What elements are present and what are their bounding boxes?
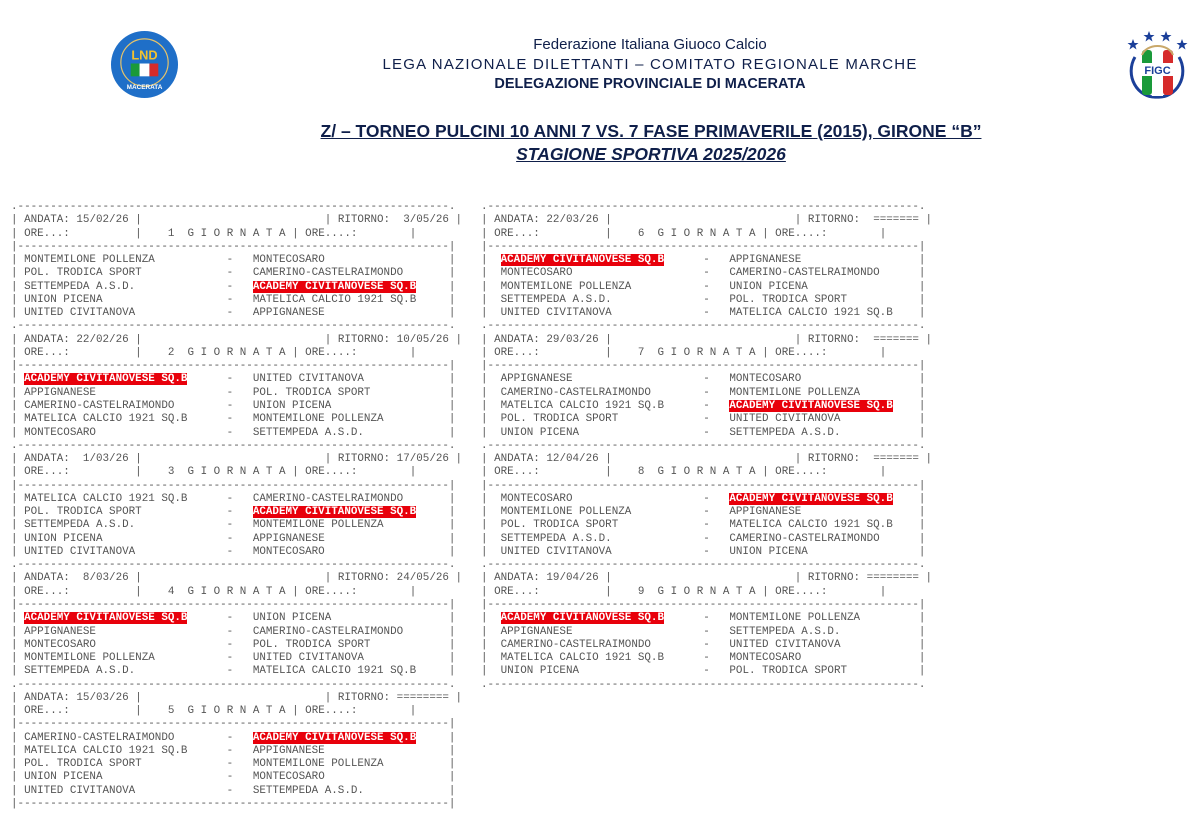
giornata-label: G I O R N A T A — [187, 346, 286, 359]
away-team: MONTECOSARO — [252, 254, 325, 267]
round-block-1 — [11, 201, 462, 334]
away-team: POL. TRODICA SPORT — [252, 386, 371, 399]
home-team: APPIGNANESE — [500, 373, 573, 386]
home-team: ACADEMY CIVITANOVESE SQ.B — [500, 612, 664, 625]
home-team: MONTECOSARO — [500, 492, 573, 505]
ore-label: ORE....: — [305, 585, 358, 598]
andata-label: ANDATA: — [494, 333, 540, 346]
andata-label: ANDATA: — [24, 691, 70, 704]
block-separator: |------------------------------------------------------------------| — [11, 360, 456, 373]
away-team: CAMERINO-CASTELRAIMONDO — [729, 532, 880, 545]
ore-label: ORE...: — [494, 227, 540, 240]
round-number: 8 — [637, 466, 645, 479]
ore-label: ORE....: — [305, 227, 358, 240]
match-row: | UNION PICENA - SETTEMPEDA A.S.D. | — [481, 426, 926, 439]
home-team: SETTEMPEDA A.S.D. — [24, 665, 136, 678]
home-team: UNITED CIVITANOVA — [24, 545, 136, 558]
home-team: POL. TRODICA SPORT — [24, 506, 142, 519]
ritorno-label: RITORNO: — [337, 333, 391, 346]
delegation-name: DELEGAZIONE PROVINCIALE DI MACERATA — [494, 76, 806, 92]
ore-label: ORE....: — [305, 466, 358, 479]
ritorno-label: RITORNO: — [337, 691, 391, 704]
match-row: | CAMERINO-CASTELRAIMONDO - ACADEMY CIVITANOVESE SQ.B | — [11, 731, 456, 744]
match-row: | ACADEMY CIVITANOVESE SQ.B - MONTEMILONE POLLENZA | — [481, 612, 926, 625]
match-row: | MONTEMILONE POLLENZA - UNION PICENA | — [481, 280, 926, 293]
round-dates-row: | ANDATA: 12/04/26 | | RITORNO: ======= | — [481, 453, 933, 466]
away-team: SETTEMPEDA A.S.D. — [729, 625, 841, 638]
away-team: POL. TRODICA SPORT — [729, 665, 848, 678]
away-team: UNITED CIVITANOVA — [729, 638, 841, 651]
match-row: | SETTEMPEDA A.S.D. - CAMERINO-CASTELRAIMONDO | — [481, 532, 926, 545]
round-dates-row: | ANDATA: 22/03/26 | | RITORNO: ======= | — [481, 214, 933, 227]
match-row: | UNITED CIVITANOVA - UNION PICENA | — [481, 545, 926, 558]
block-bottom-border: .------------------------------------------------------------------. — [481, 439, 926, 452]
home-team: UNION PICENA — [24, 293, 103, 306]
match-row: | UNION PICENA - APPIGNANESE | — [11, 532, 456, 545]
home-team: MONTECOSARO — [24, 638, 96, 651]
block-bottom-border: .------------------------------------------------------------------. — [11, 320, 456, 333]
block-separator: |------------------------------------------------------------------| — [11, 598, 456, 611]
ritorno-date: ======= — [866, 214, 919, 227]
match-row: | UNION PICENA - POL. TRODICA SPORT | — [481, 665, 926, 678]
round-dates-row: | ANDATA: 15/02/26 | | RITORNO: 3/05/26 | — [11, 214, 463, 227]
ore-label: ORE....: — [775, 346, 828, 359]
away-team: MONTEMILONE POLLENZA — [252, 413, 384, 426]
home-team: MATELICA CALCIO 1921 SQ.B — [500, 399, 664, 412]
home-team: POL. TRODICA SPORT — [500, 413, 619, 426]
round-block-4 — [11, 572, 462, 691]
home-team: CAMERINO-CASTELRAIMONDO — [500, 638, 651, 651]
ritorno-date: 24/05/26 — [396, 572, 449, 585]
ritorno-label: RITORNO: — [337, 572, 391, 585]
match-row: | APPIGNANESE - MONTECOSARO | — [481, 373, 926, 386]
home-team: CAMERINO-CASTELRAIMONDO — [500, 386, 651, 399]
block-bottom-border: .------------------------------------------------------------------. — [11, 439, 456, 452]
away-team: MONTEMILONE POLLENZA — [252, 519, 384, 532]
block-separator: |------------------------------------------------------------------| — [11, 718, 456, 731]
round-block-2 — [11, 334, 462, 453]
away-team: CAMERINO-CASTELRAIMONDO — [252, 492, 404, 505]
match-row: | UNITED CIVITANOVA - SETTEMPEDA A.S.D. | — [11, 784, 456, 797]
block-separator: |------------------------------------------------------------------| — [481, 479, 926, 492]
ritorno-date: 3/05/26 — [396, 214, 449, 227]
away-team: SETTEMPEDA A.S.D. — [252, 426, 364, 439]
match-row: | APPIGNANESE - POL. TRODICA SPORT | — [11, 386, 456, 399]
block-bottom-border: .------------------------------------------------------------------. — [11, 559, 456, 572]
round-title-row: | ORE...: | 8 G I O R N A T A | ORE....: | — [481, 466, 887, 479]
giornata-label: G I O R N A T A — [657, 346, 756, 359]
ore-label: ORE....: — [305, 705, 358, 718]
round-dates-row: | ANDATA: 29/03/26 | | RITORNO: ======= | — [481, 333, 933, 346]
home-team: POL. TRODICA SPORT — [500, 519, 619, 532]
andata-label: ANDATA: — [24, 572, 70, 585]
away-team: POL. TRODICA SPORT — [252, 638, 371, 651]
ritorno-date: 17/05/26 — [396, 453, 449, 466]
match-row: | CAMERINO-CASTELRAIMONDO - UNION PICENA | — [11, 399, 456, 412]
away-team: UNION PICENA — [729, 545, 808, 558]
ore-label: ORE....: — [305, 346, 358, 359]
andata-label: ANDATA: — [24, 453, 70, 466]
match-row: | MATELICA CALCIO 1921 SQ.B - MONTECOSARO | — [481, 652, 926, 665]
away-team: MONTECOSARO — [252, 545, 325, 558]
round-block-6 — [481, 201, 932, 334]
andata-date: 15/02/26 — [76, 214, 129, 227]
match-row: | MONTECOSARO - POL. TRODICA SPORT | — [11, 638, 456, 651]
round-title-row: | ORE...: | 3 G I O R N A T A | ORE....: | — [11, 466, 417, 479]
home-team: UNITED CIVITANOVA — [500, 545, 612, 558]
round-title-row: | ORE...: | 9 G I O R N A T A | ORE....: | — [481, 585, 887, 598]
round-dates-row: | ANDATA: 22/02/26 | | RITORNO: 10/05/26 | — [11, 333, 463, 346]
ore-label: ORE...: — [494, 346, 540, 359]
ritorno-label: RITORNO: — [337, 214, 391, 227]
home-team: MONTECOSARO — [500, 267, 573, 280]
giornata-label: G I O R N A T A — [187, 585, 286, 598]
ritorno-date: ======== — [866, 572, 919, 585]
block-separator: |------------------------------------------------------------------| — [481, 240, 926, 253]
match-row: | UNION PICENA - MONTECOSARO | — [11, 771, 456, 784]
home-team: ACADEMY CIVITANOVESE SQ.B — [500, 254, 664, 267]
away-team: MATELICA CALCIO 1921 SQ.B — [729, 519, 893, 532]
andata-date: 22/03/26 — [546, 214, 599, 227]
home-team: UNION PICENA — [500, 426, 580, 439]
giornata-label: G I O R N A T A — [657, 585, 756, 598]
round-number: 1 — [167, 227, 175, 240]
match-row: | MONTECOSARO - ACADEMY CIVITANOVESE SQ.B | — [481, 492, 926, 505]
block-bottom-border: .------------------------------------------------------------------. — [11, 678, 456, 691]
ore-label: ORE...: — [24, 705, 70, 718]
match-row: | MONTEMILONE POLLENZA - UNITED CIVITANOVA | — [11, 652, 456, 665]
match-row: | POL. TRODICA SPORT - MONTEMILONE POLLENZA | — [11, 758, 456, 771]
match-row: | POL. TRODICA SPORT - CAMERINO-CASTELRAIMONDO | — [11, 267, 456, 280]
match-row: | MATELICA CALCIO 1921 SQ.B - ACADEMY CIVITANOVESE SQ.B | — [481, 399, 926, 412]
ritorno-date: 10/05/26 — [396, 333, 449, 346]
andata-date: 19/04/26 — [546, 572, 599, 585]
league-name: LEGA NAZIONALE DILETTANTI – COMITATO REGIONALE MARCHE — [382, 56, 918, 73]
match-row: | MATELICA CALCIO 1921 SQ.B - MONTEMILONE POLLENZA | — [11, 413, 456, 426]
home-team: SETTEMPEDA A.S.D. — [24, 519, 136, 532]
away-team: SETTEMPEDA A.S.D. — [252, 784, 364, 797]
match-row: | POL. TRODICA SPORT - MATELICA CALCIO 1921 SQ.B | — [481, 519, 926, 532]
home-team: UNION PICENA — [500, 665, 580, 678]
away-team: UNION PICENA — [729, 280, 808, 293]
match-row: | MATELICA CALCIO 1921 SQ.B - CAMERINO-CASTELRAIMONDO | — [11, 492, 456, 505]
block-top-border: .------------------------------------------------------------------. — [481, 201, 926, 213]
home-team: MONTECOSARO — [24, 426, 96, 439]
ritorno-label: RITORNO: — [807, 333, 861, 346]
home-team: MATELICA CALCIO 1921 SQ.B — [24, 413, 188, 426]
block-bottom-border: |------------------------------------------------------------------| — [11, 797, 456, 810]
away-team: MONTEMILONE POLLENZA — [729, 612, 861, 625]
round-block-9 — [481, 572, 932, 691]
match-row: | UNITED CIVITANOVA - APPIGNANESE | — [11, 307, 456, 320]
ore-label: ORE...: — [24, 346, 70, 359]
round-block-3 — [11, 453, 462, 572]
giornata-label: G I O R N A T A — [187, 227, 286, 240]
andata-date: 8/03/26 — [76, 572, 129, 585]
away-team: UNITED CIVITANOVA — [252, 652, 364, 665]
away-team: APPIGNANESE — [729, 506, 802, 519]
home-team: POL. TRODICA SPORT — [24, 758, 142, 771]
home-team: MATELICA CALCIO 1921 SQ.B — [24, 492, 188, 505]
federation-name: Federazione Italiana Giuoco Calcio — [533, 36, 767, 53]
ritorno-date: ======== — [396, 691, 449, 704]
andata-date: 12/04/26 — [546, 453, 599, 466]
away-team: MATELICA CALCIO 1921 SQ.B — [252, 665, 417, 678]
home-team: UNITED CIVITANOVA — [500, 307, 612, 320]
block-separator: |------------------------------------------------------------------| — [11, 479, 456, 492]
round-title-row: | ORE...: | 6 G I O R N A T A | ORE....: | — [481, 227, 887, 240]
round-dates-row: | ANDATA: 19/04/26 | | RITORNO: ======== | — [481, 572, 933, 585]
andata-label: ANDATA: — [24, 214, 70, 227]
giornata-label: G I O R N A T A — [657, 227, 756, 240]
match-row: | POL. TRODICA SPORT - ACADEMY CIVITANOVESE SQ.B | — [11, 506, 456, 519]
rounds-column-left — [11, 201, 462, 811]
round-block-5 — [11, 692, 462, 811]
away-team: APPIGNANESE — [252, 744, 325, 757]
home-team: UNION PICENA — [24, 532, 103, 545]
andata-date: 1/03/26 — [76, 453, 129, 466]
ore-label: ORE...: — [494, 585, 540, 598]
match-row: | MONTECOSARO - CAMERINO-CASTELRAIMONDO | — [481, 267, 926, 280]
round-title-row: | ORE...: | 2 G I O R N A T A | ORE....: | — [11, 346, 417, 359]
match-row: | ACADEMY CIVITANOVESE SQ.B - UNION PICENA | — [11, 612, 456, 625]
away-team: MONTECOSARO — [252, 771, 325, 784]
home-team: ACADEMY CIVITANOVESE SQ.B — [24, 373, 188, 386]
home-team: UNITED CIVITANOVA — [24, 784, 136, 797]
away-team: ACADEMY CIVITANOVESE SQ.B — [252, 506, 417, 519]
away-team: UNION PICENA — [252, 399, 332, 412]
match-row: | ACADEMY CIVITANOVESE SQ.B - UNITED CIVITANOVA | — [11, 373, 456, 386]
match-row: | MONTECOSARO - SETTEMPEDA A.S.D. | — [11, 426, 456, 439]
block-separator: |------------------------------------------------------------------| — [11, 240, 456, 253]
away-team: ACADEMY CIVITANOVESE SQ.B — [729, 399, 893, 412]
home-team: MONTEMILONE POLLENZA — [24, 652, 155, 665]
away-team: UNITED CIVITANOVA — [252, 373, 364, 386]
home-team: SETTEMPEDA A.S.D. — [500, 293, 612, 306]
home-team: SETTEMPEDA A.S.D. — [24, 280, 136, 293]
ritorno-label: RITORNO: — [807, 214, 861, 227]
match-row: | SETTEMPEDA A.S.D. - MONTEMILONE POLLENZA | — [11, 519, 456, 532]
home-team: CAMERINO-CASTELRAIMONDO — [24, 399, 175, 412]
away-team: MONTECOSARO — [729, 652, 802, 665]
away-team: MONTEMILONE POLLENZA — [252, 758, 384, 771]
home-team: UNITED CIVITANOVA — [24, 307, 136, 320]
ore-label: ORE....: — [775, 227, 828, 240]
ritorno-label: RITORNO: — [807, 453, 861, 466]
ore-label: ORE...: — [24, 585, 70, 598]
match-row: | MONTEMILONE POLLENZA - MONTECOSARO | — [11, 254, 456, 267]
ritorno-date: ======= — [866, 333, 919, 346]
away-team: ACADEMY CIVITANOVESE SQ.B — [252, 280, 417, 293]
away-team: CAMERINO-CASTELRAIMONDO — [729, 267, 880, 280]
round-number: 2 — [167, 346, 175, 359]
round-dates-row: | ANDATA: 8/03/26 | | RITORNO: 24/05/26 | — [11, 572, 463, 585]
round-block-7 — [481, 334, 932, 453]
svg-text:LND: LND — [131, 47, 158, 63]
tournament-title: Z/ – TORNEO PULCINI 10 ANNI 7 VS. 7 FASE PRIMAVERILE (2015), GIRONE “B” — [320, 121, 982, 141]
ritorno-date: ======= — [866, 453, 919, 466]
match-row: | SETTEMPEDA A.S.D. - MATELICA CALCIO 1921 SQ.B | — [11, 665, 456, 678]
match-row: | UNITED CIVITANOVA - MONTECOSARO | — [11, 545, 456, 558]
rounds-column-right — [481, 201, 932, 692]
away-team: MATELICA CALCIO 1921 SQ.B — [729, 307, 893, 320]
giornata-label: G I O R N A T A — [187, 705, 286, 718]
match-row: | APPIGNANESE - CAMERINO-CASTELRAIMONDO | — [11, 625, 456, 638]
home-team: MONTEMILONE POLLENZA — [500, 506, 632, 519]
home-team: ACADEMY CIVITANOVESE SQ.B — [24, 612, 188, 625]
ore-label: ORE...: — [24, 466, 70, 479]
match-row: | SETTEMPEDA A.S.D. - POL. TRODICA SPORT | — [481, 293, 926, 306]
round-number: 9 — [637, 585, 645, 598]
home-team: MATELICA CALCIO 1921 SQ.B — [24, 744, 188, 757]
ore-label: ORE....: — [775, 585, 828, 598]
round-title-row: | ORE...: | 7 G I O R N A T A | ORE....: | — [481, 346, 887, 359]
match-row: | MATELICA CALCIO 1921 SQ.B - APPIGNANESE | — [11, 744, 456, 757]
away-team: ACADEMY CIVITANOVESE SQ.B — [252, 731, 417, 744]
home-team: POL. TRODICA SPORT — [24, 267, 142, 280]
block-top-border: .------------------------------------------------------------------. — [11, 201, 456, 213]
round-number: 6 — [637, 227, 645, 240]
away-team: APPIGNANESE — [729, 254, 802, 267]
match-row: | ACADEMY CIVITANOVESE SQ.B - APPIGNANESE | — [481, 254, 926, 267]
round-title-row: | ORE...: | 5 G I O R N A T A | ORE....: | — [11, 705, 417, 718]
home-team: UNION PICENA — [24, 771, 103, 784]
figc-logo-text: FIGC — [1144, 65, 1171, 77]
home-team: APPIGNANESE — [24, 625, 96, 638]
home-team: APPIGNANESE — [24, 386, 96, 399]
home-team: CAMERINO-CASTELRAIMONDO — [24, 731, 175, 744]
away-team: SETTEMPEDA A.S.D. — [729, 426, 841, 439]
match-row: | POL. TRODICA SPORT - UNITED CIVITANOVA | — [481, 413, 926, 426]
round-block-8 — [481, 453, 932, 572]
ore-label: ORE....: — [775, 466, 828, 479]
round-title-row: | ORE...: | 1 G I O R N A T A | ORE....: | — [11, 227, 417, 240]
block-bottom-border: .------------------------------------------------------------------. — [481, 678, 926, 691]
round-dates-row: | ANDATA: 1/03/26 | | RITORNO: 17/05/26 | — [11, 453, 463, 466]
round-number: 7 — [637, 346, 645, 359]
away-team: ACADEMY CIVITANOVESE SQ.B — [729, 492, 893, 505]
andata-label: ANDATA: — [494, 453, 540, 466]
match-row: | APPIGNANESE - SETTEMPEDA A.S.D. | — [481, 625, 926, 638]
svg-text:MACERATA: MACERATA — [126, 84, 163, 92]
away-team: CAMERINO-CASTELRAIMONDO — [252, 625, 404, 638]
match-row: | UNITED CIVITANOVA - MATELICA CALCIO 1921 SQ.B | — [481, 307, 926, 320]
ore-label: ORE...: — [494, 466, 540, 479]
match-row: | MONTEMILONE POLLENZA - APPIGNANESE | — [481, 506, 926, 519]
home-team: SETTEMPEDA A.S.D. — [500, 532, 612, 545]
andata-date: 15/03/26 — [76, 691, 129, 704]
home-team: MONTEMILONE POLLENZA — [24, 254, 155, 267]
giornata-label: G I O R N A T A — [657, 466, 756, 479]
away-team: UNITED CIVITANOVA — [729, 413, 841, 426]
round-title-row: | ORE...: | 4 G I O R N A T A | ORE....: | — [11, 585, 417, 598]
match-row: | CAMERINO-CASTELRAIMONDO - UNITED CIVITANOVA | — [481, 638, 926, 651]
block-separator: |------------------------------------------------------------------| — [481, 360, 926, 373]
away-team: CAMERINO-CASTELRAIMONDO — [252, 267, 404, 280]
andata-label: ANDATA: — [24, 333, 70, 346]
ritorno-label: RITORNO: — [807, 572, 861, 585]
andata-label: ANDATA: — [494, 214, 540, 227]
season-title: STAGIONE SPORTIVA 2025/2026 — [516, 144, 786, 164]
andata-date: 22/02/26 — [76, 333, 129, 346]
round-number: 5 — [167, 705, 175, 718]
away-team: MATELICA CALCIO 1921 SQ.B — [252, 293, 417, 306]
andata-label: ANDATA: — [494, 572, 540, 585]
away-team: APPIGNANESE — [252, 532, 325, 545]
block-bottom-border: .------------------------------------------------------------------. — [481, 320, 926, 333]
home-team: MATELICA CALCIO 1921 SQ.B — [500, 652, 664, 665]
away-team: MONTECOSARO — [729, 373, 802, 386]
round-number: 3 — [167, 466, 175, 479]
block-separator: |------------------------------------------------------------------| — [481, 598, 926, 611]
match-row: | CAMERINO-CASTELRAIMONDO - MONTEMILONE POLLENZA | — [481, 386, 926, 399]
away-team: POL. TRODICA SPORT — [729, 293, 847, 306]
away-team: MONTEMILONE POLLENZA — [729, 386, 861, 399]
home-team: MONTEMILONE POLLENZA — [500, 280, 632, 293]
round-dates-row: | ANDATA: 15/03/26 | | RITORNO: ======== | — [11, 691, 463, 704]
block-bottom-border: .------------------------------------------------------------------. — [481, 559, 926, 572]
andata-date: 29/03/26 — [546, 333, 599, 346]
away-team: APPIGNANESE — [252, 307, 325, 320]
match-row: | SETTEMPEDA A.S.D. - ACADEMY CIVITANOVESE SQ.B | — [11, 280, 456, 293]
giornata-label: G I O R N A T A — [187, 466, 286, 479]
ore-label: ORE...: — [24, 227, 70, 240]
ritorno-label: RITORNO: — [337, 453, 391, 466]
away-team: UNION PICENA — [252, 612, 332, 625]
home-team: APPIGNANESE — [500, 625, 573, 638]
round-number: 4 — [167, 585, 175, 598]
match-row: | UNION PICENA - MATELICA CALCIO 1921 SQ.B | — [11, 293, 456, 306]
